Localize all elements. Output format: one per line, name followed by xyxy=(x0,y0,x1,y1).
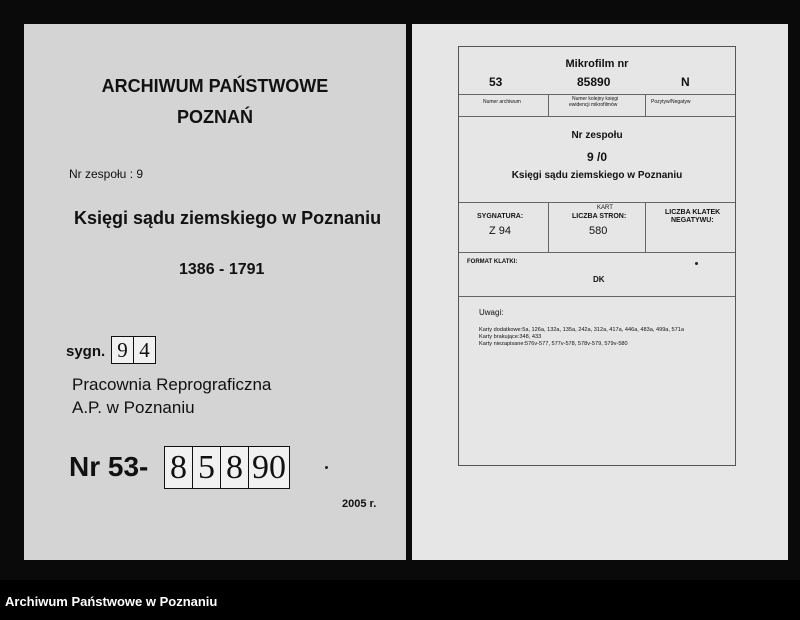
group-row xyxy=(459,117,735,203)
number-digit: 8 xyxy=(164,446,193,489)
pages-value: 580 xyxy=(589,225,608,237)
year-range: 1386 - 1791 xyxy=(179,261,265,278)
ink-mark xyxy=(695,262,698,265)
workshop-location: A.P. w Poznaniu xyxy=(72,398,195,417)
archive-name: ARCHIWUM PAŃSTWOWE xyxy=(101,76,329,96)
workshop-name: Pracownia Reprograficzna xyxy=(72,375,272,394)
signature-label: sygn. xyxy=(66,343,106,360)
card-date: 2005 r. xyxy=(342,498,377,510)
microfilm-number-label: Nr 53- xyxy=(69,451,149,482)
signature-digit: 4 xyxy=(133,336,156,364)
divider xyxy=(645,203,646,253)
signature-row xyxy=(459,203,735,253)
microfilm-number-caption: ewidencji mikrofilmów xyxy=(569,102,618,108)
notes-line: Karty brakujące:348, 433 xyxy=(479,334,542,340)
divider xyxy=(459,94,735,95)
frames-label: LICZBA KLATEK xyxy=(665,209,721,216)
signature-stamp xyxy=(112,336,156,364)
archive-number-caption: Numer archiwum xyxy=(483,99,521,105)
image-caption: Archiwum Państwowe w Poznaniu xyxy=(5,594,218,609)
number-digit: 90 xyxy=(248,446,290,489)
divider xyxy=(645,94,646,117)
format-value: DK xyxy=(593,275,605,284)
format-row xyxy=(459,253,735,297)
microfilm-number: 85890 xyxy=(577,75,611,89)
notes-label: Uwagi: xyxy=(479,308,504,317)
divider xyxy=(548,94,549,117)
archive-card-left xyxy=(24,24,406,560)
film-type-caption: Pozytyw/Negatyw xyxy=(651,99,691,105)
group-number: 9 /0 xyxy=(586,150,607,164)
frames-label: NEGATYWU: xyxy=(671,217,714,224)
form-frame xyxy=(458,46,736,466)
notes-line: Karty niezapisane:576v-577, 577v-578, 578v-579, 579v-580 xyxy=(479,341,628,347)
group-title: Nr zespołu xyxy=(571,130,623,141)
notes-section xyxy=(459,297,735,465)
divider xyxy=(548,203,549,253)
microfilm-number-caption: Numer kolejny księgi xyxy=(572,96,619,102)
signature-digit: 9 xyxy=(111,336,134,364)
microfilm-header-row xyxy=(459,47,735,117)
archive-number: 53 xyxy=(489,75,503,89)
book-title: Księgi sądu ziemskiego w Poznaniu xyxy=(74,208,382,228)
pages-correction: KART xyxy=(597,205,613,211)
format-label: FORMAT KLATKI: xyxy=(467,259,518,265)
archive-city: POZNAŃ xyxy=(177,107,253,127)
notes-line: Karty dodatkowe:5a, 126a, 132a, 135a, 242a, 312a, 417a, 446a, 483a, 499a, 571a xyxy=(479,327,684,333)
microfilm-title: Mikrofilm nr xyxy=(565,58,629,70)
group-number: Nr zespołu : 9 xyxy=(69,167,144,181)
ink-mark xyxy=(325,466,328,469)
pages-label: LICZBA STRON: xyxy=(572,213,627,220)
signature-value: Z 94 xyxy=(489,225,512,237)
microfilm-form-right xyxy=(412,24,788,560)
number-digit: 8 xyxy=(220,446,249,489)
group-name: Księgi sądu ziemskiego w Poznaniu xyxy=(511,170,683,181)
signature-label: SYGNATURA: xyxy=(477,213,524,220)
number-digit: 5 xyxy=(192,446,221,489)
microfilm-number-stamp xyxy=(165,446,290,489)
film-type: N xyxy=(681,75,690,89)
